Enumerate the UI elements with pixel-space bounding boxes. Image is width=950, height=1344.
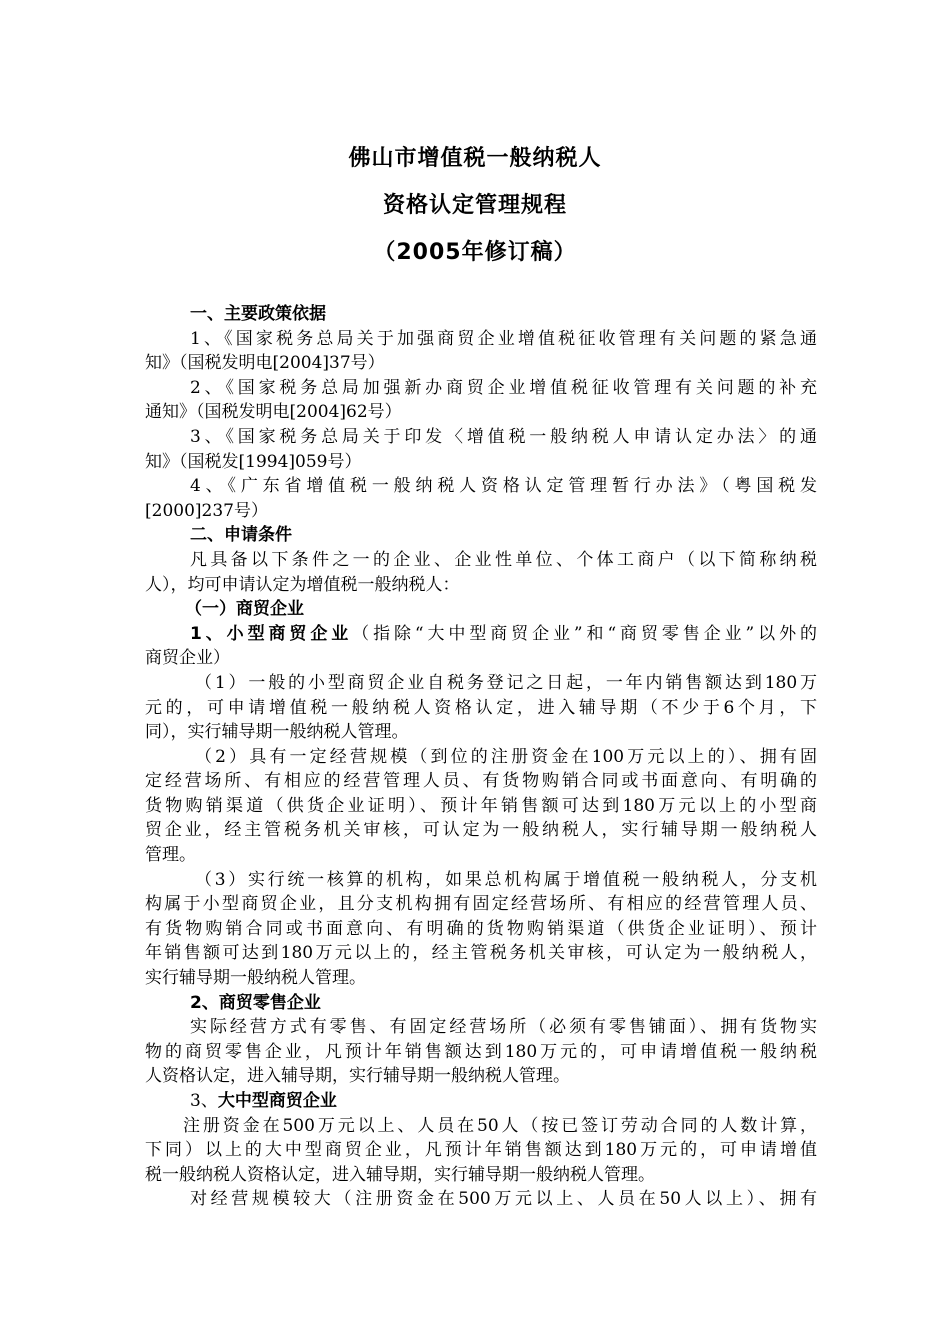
policy-item-line: 知》（国税发明电[2004]37号）	[145, 353, 385, 374]
paragraph-line: 下同）以上的大中型商贸企业，凡预计年销售额达到180万元的，可申请增值	[145, 1140, 817, 1161]
policy-item-line: 1、《国家税务总局关于加强商贸企业增值税征收管理有关问题的紧急通	[190, 328, 817, 349]
item-heading-large-commercial	[145, 1089, 817, 1114]
document-body	[145, 302, 817, 1212]
item-heading-retail: 2、商贸零售企业	[190, 992, 321, 1013]
item-heading-small-commercial: 1、小型商贸企业	[190, 623, 353, 644]
paragraph-line: 税一般纳税人资格认定，进入辅导期，实行辅导期一般纳税人管理。	[145, 1164, 655, 1185]
policy-item-line: 通知》（国税发明电[2004]62号）	[145, 402, 402, 423]
paragraph-line: 年销售额可达到180万元以上的，经主管税务机关审核，可认定为一般纳税人，	[145, 943, 817, 964]
policy-item-3	[145, 425, 817, 474]
paragraph-line: 构属于小型商贸企业，且分支机构拥有固定经营场所、有相应的经营管理人员、	[145, 894, 817, 915]
small-commercial-heading	[145, 622, 817, 671]
section-heading-policy: 一、主要政策依据	[190, 304, 326, 324]
paragraph-6	[145, 1187, 817, 1212]
paragraph-line: 定经营场所、有相应的经营管理人员、有货物购销合同或书面意向、有明确的	[145, 771, 817, 792]
paragraph-line: 元的，可申请增值税一般纳税人资格认定，进入辅导期（不少于6个月，下	[145, 697, 817, 718]
paragraph-line: 物的商贸零售企业，凡预计年销售额达到180万元的，可申请增值税一般纳税	[145, 1041, 817, 1062]
paragraph-line: 对经营规模较大（注册资金在500万元以上、人员在50人以上）、拥有	[190, 1189, 817, 1210]
paragraph-line: （1）一般的小型商贸企业自税务登记之日起，一年内销售额达到180万	[195, 672, 817, 693]
paragraph-line: 实行辅导期一般纳税人管理。	[145, 968, 366, 989]
policy-item-line: 2、《国家税务总局加强新办商贸企业增值税征收管理有关问题的补充	[190, 377, 817, 398]
policy-item-2	[145, 376, 817, 425]
policy-item-line: 3、《国家税务总局关于印发〈增值税一般纳税人申请认定办法〉的通	[190, 426, 817, 447]
paragraph-4	[145, 1015, 817, 1089]
paragraph-line: 商贸企业）	[145, 648, 230, 669]
doc-title-line3: （2005年修订稿）	[373, 240, 577, 265]
doc-title-line2: 资格认定管理规程	[382, 193, 567, 218]
paragraph-line: 人资格认定，进入辅导期，实行辅导期一般纳税人管理。	[145, 1066, 570, 1087]
paragraph-line: （2）具有一定经营规模（到位的注册资金在100万元以上的）、拥有固	[195, 746, 817, 767]
paragraph-line: （3）实行统一核算的机构，如果总机构属于增值税一般纳税人，分支机	[195, 869, 817, 890]
policy-item-line: [2000]237号）	[145, 500, 268, 521]
paragraph-line: 贸企业，经主管税务机关审核，可认定为一般纳税人，实行辅导期一般纳税人	[145, 820, 817, 841]
paragraph-line: 管理。	[145, 845, 196, 866]
policy-item-line: 4、《广东省增值税一般纳税人资格认定管理暂行办法》（粤国税发	[190, 476, 817, 497]
paragraph-line: 实际经营方式有零售、有固定经营场所（必须有零售铺面）、拥有货物实	[190, 1017, 817, 1038]
paragraph-line: 人），均可申请认定为增值税一般纳税人：	[145, 574, 460, 595]
subsection-heading-commercial: （一）商贸企业	[185, 599, 304, 620]
policy-item-line: 知》（国税发[1994]059号）	[145, 451, 362, 472]
paragraph-5	[145, 1114, 817, 1188]
paragraph-line: 同），实行辅导期一般纳税人管理。	[145, 722, 409, 743]
conditions-intro	[145, 548, 817, 597]
item-heading-text: 大中型商贸企业	[217, 1091, 337, 1111]
item-note: （指除“大中型商贸企业”和“商贸零售企业”以外的	[352, 623, 817, 644]
policy-item-4	[145, 474, 817, 523]
paragraph-3	[145, 868, 817, 991]
paragraph-line: 凡具备以下条件之一的企业、企业性单位、个体工商户（以下简称纳税	[190, 549, 817, 570]
doc-title-line1: 佛山市增值税一般纳税人	[348, 146, 602, 171]
paragraph-1	[145, 671, 817, 745]
paragraph-line	[145, 622, 817, 647]
paragraph-line: 货物购销渠道（供货企业证明）、预计年销售额可达到180万元以上的小型商	[145, 795, 817, 816]
paragraph-2	[145, 745, 817, 868]
paragraph-line: 注册资金在500万元以上、人员在50人（按已签订劳动合同的人数计算，	[183, 1115, 817, 1136]
item-number: 3、	[190, 1091, 218, 1111]
policy-item-1	[145, 327, 817, 376]
paragraph-line: 有货物购销合同或书面意向、有明确的货物购销渠道（供货企业证明）、预计	[145, 918, 817, 939]
section-heading-conditions: 二、申请条件	[190, 525, 292, 546]
